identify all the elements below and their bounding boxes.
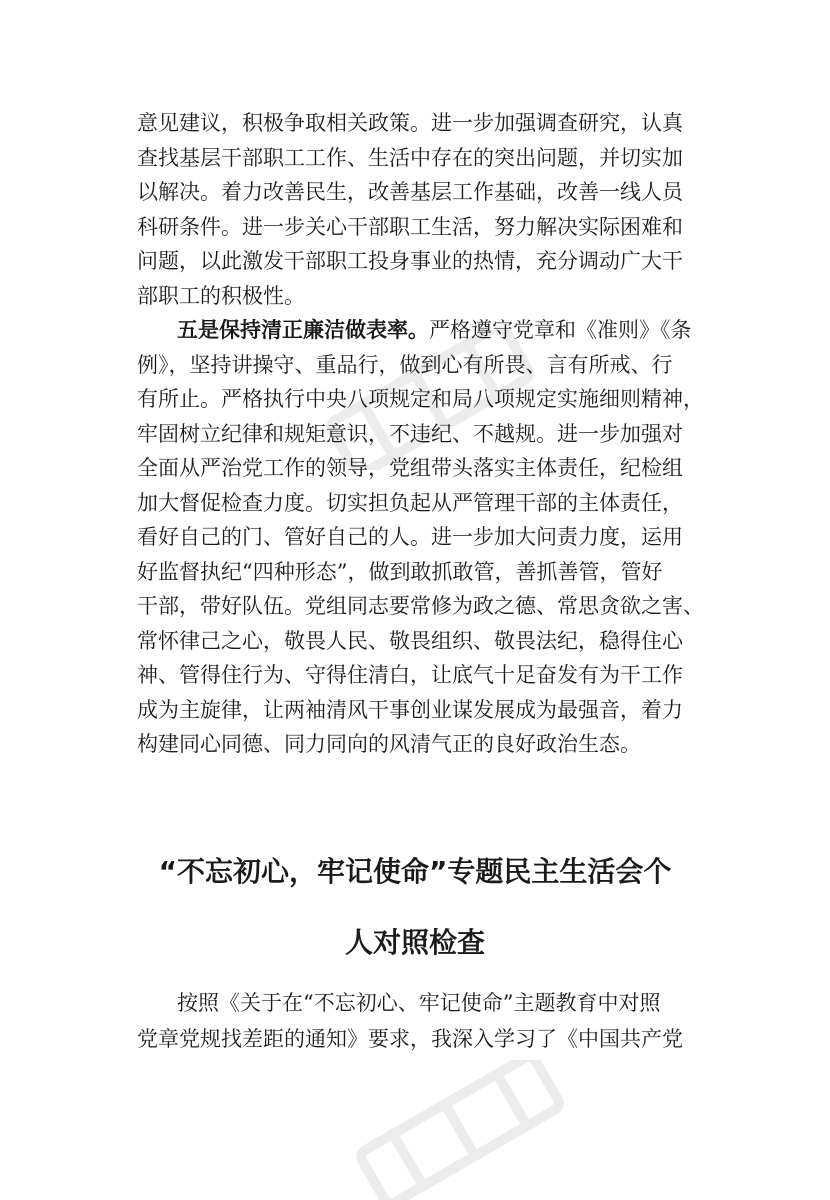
paragraph-line: 好监督执纪“四种形态”，做到敢抓敢管，善抓善管，管好 [137, 560, 663, 584]
paragraph-first-line: 按照《关于在“不忘初心、牢记使命”主题教育中对照 [177, 991, 661, 1015]
paragraph-line: 查找基层干部职工工作、生活中存在的突出问题，并切实加 [137, 146, 683, 170]
paragraph-line: 构建同心同德、同力同向的风清气正的良好政治生态。 [137, 732, 641, 756]
paragraph-line: 例》，坚持讲操守、重品行，做到心有所畏、言有所戒、行 [137, 353, 673, 377]
paragraph-line: 成为主旋律，让两袖清风干事创业谋发展成为最强音，着力 [137, 698, 683, 722]
paragraph-line: 看好自己的门、管好自己的人。进一步加大问责力度，运用 [137, 525, 683, 549]
paragraph-line: 加大督促检查力度。切实担负起从严管理干部的主体责任， [137, 491, 683, 515]
paragraph-line: 常怀律己之心，敬畏人民、敬畏组织、敬畏法纪，稳得住心 [137, 629, 683, 653]
paragraph-line: 神、管得住行为、守得住清白，让底气十足奋发有为干工作 [137, 663, 683, 687]
paragraph-first-line [177, 310, 692, 350]
document-title-line-2: 人对照检查 [344, 926, 485, 959]
paragraph-line: 科研条件。进一步关心干部职工生活，努力解决实际困难和 [137, 215, 683, 239]
paragraph-line: 以解决。着力改善民生，改善基层工作基础，改善一线人员 [137, 180, 683, 204]
paragraph-line: 有所止。严格执行中央八项规定和局八项规定实施细则精神， [137, 387, 704, 411]
document-title-line-1: “不忘初心，牢记使命”专题民主生活会个 [158, 855, 672, 888]
paragraph-line: 党章党规找差距的通知》要求，我深入学习了《中国共产党 [137, 1027, 683, 1051]
paragraph-line: 牢固树立纪律和规矩意识，不违纪、不越规。进一步加强对 [137, 422, 683, 446]
paragraph-line: 干部，带好队伍。党组同志要常修为政之德、常思贪欲之害、 [137, 594, 704, 618]
watermark-mark [330, 1060, 590, 1200]
section-lead-heading: 五是保持清正廉洁做表率。 [177, 317, 429, 342]
paragraph-line: 问题，以此激发干部职工投身事业的热情，充分调动广大干 [137, 249, 683, 273]
paragraph-line: 全面从严治党工作的领导，党组带头落实主体责任，纪检组 [137, 456, 683, 480]
paragraph-line: 意见建议，积极争取相关政策。进一步加强调查研究，认真 [137, 111, 683, 135]
paragraph-line: 部职工的积极性。 [137, 284, 305, 308]
paragraph-text: 严格遵守党章和《准则》《条 [429, 318, 692, 342]
